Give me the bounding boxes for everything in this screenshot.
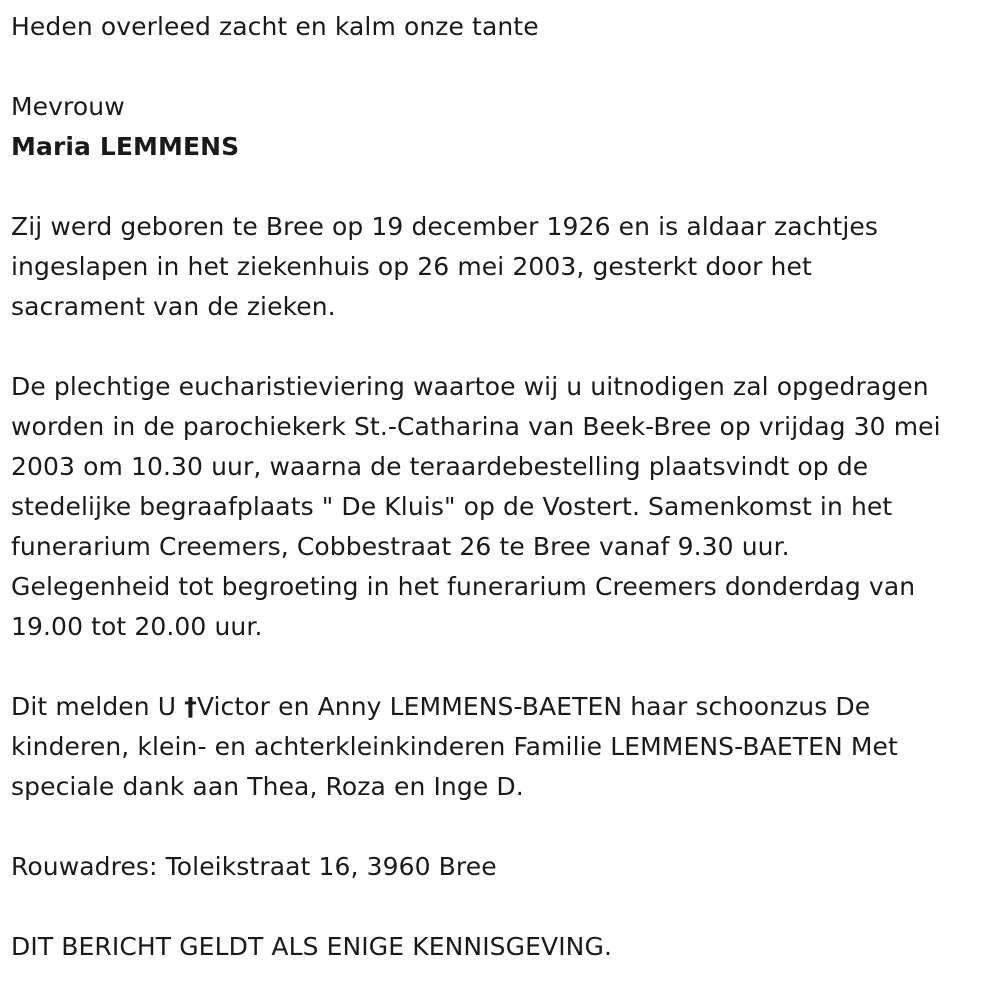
paragraph-line: stedelijke begraafplaats " De Kluis" op de Vostert. Samenkomst in het <box>11 492 893 521</box>
paragraph-line: 19.00 tot 20.00 uur. <box>11 612 263 641</box>
paragraph-line: kinderen, klein- en achterkleinkinderen Familie LEMMENS-BAETEN Met <box>11 732 898 761</box>
family-suffix: Victor en Anny LEMMENS-BAETEN haar schoonzus De <box>196 692 871 721</box>
mourning-address: Rouwadres: Toleikstraat 16, 3960 Bree <box>11 852 497 881</box>
deceased-name: Maria LEMMENS <box>11 132 240 161</box>
spacer <box>11 887 996 927</box>
paragraph-line: ingeslapen in het ziekenhuis op 26 mei 2003, gesterkt door het <box>11 252 812 281</box>
family-paragraph <box>11 687 996 807</box>
paragraph-line: sacrament van de zieken. <box>11 292 336 321</box>
intro-text: Heden overleed zacht en kalm onze tante <box>11 12 539 41</box>
paragraph-line <box>11 687 996 727</box>
spacer <box>11 327 996 367</box>
birth-paragraph <box>11 207 996 327</box>
ceremony-paragraph <box>11 367 996 647</box>
obituary-document <box>11 7 996 967</box>
paragraph-line: speciale dank aan Thea, Roza en Inge D. <box>11 772 524 801</box>
spacer <box>11 647 996 687</box>
paragraph-line: 2003 om 10.30 uur, waarna de teraardebestelling plaatsvindt op de <box>11 452 869 481</box>
paragraph-line: funerarium Creemers, Cobbestraat 26 te Bree vanaf 9.30 uur. <box>11 532 790 561</box>
spacer <box>11 47 996 87</box>
cross-icon: † <box>184 692 197 721</box>
spacer <box>11 807 996 847</box>
notice-text: DIT BERICHT GELDT ALS ENIGE KENNISGEVING. <box>11 932 612 961</box>
paragraph-line: Zij werd geboren te Bree op 19 december 1926 en is aldaar zachtjes <box>11 212 878 241</box>
family-prefix: Dit melden U <box>11 692 185 721</box>
spacer <box>11 167 996 207</box>
salutation: Mevrouw <box>11 92 125 121</box>
paragraph-line: worden in de parochiekerk St.-Catharina van Beek-Bree op vrijdag 30 mei <box>11 412 941 441</box>
paragraph-line: De plechtige eucharistieviering waartoe wij u uitnodigen zal opgedragen <box>11 372 929 401</box>
paragraph-line: Gelegenheid tot begroeting in het funerarium Creemers donderdag van <box>11 572 916 601</box>
